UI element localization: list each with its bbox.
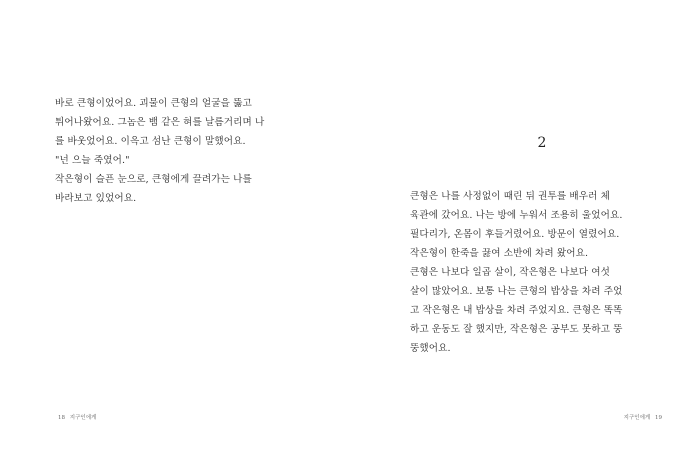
body-line: 작은형이 슬픈 눈으로, 큰형에게 끌려가는 나를 [55, 174, 252, 185]
left-page-body [55, 94, 290, 208]
body-line: 큰형은 나보다 일곱 살이, 작은형은 나보다 여섯 [410, 267, 611, 278]
body-line: 큰형은 나를 사정없이 때린 뒤 권투를 배우러 체 [410, 191, 611, 202]
body-line: 튀어나왔어요. 그놈은 뱀 같은 혀를 날름거리며 나 [55, 117, 265, 128]
body-line: 필다리가, 온몸이 후들거렸어요. 방문이 열렸어요. [410, 229, 620, 240]
page-number: 19 [655, 415, 662, 421]
body-line: 살이 많았어요. 보통 나는 큰형의 밥상을 차려 주었 [410, 286, 623, 297]
running-title: 지구인에게 [69, 415, 97, 421]
running-title: 지구인에게 [623, 415, 651, 421]
body-line: 고 작은형은 내 밥상을 차려 주었지요. 큰형은 똑똑 [410, 305, 623, 316]
body-line: 하고 운동도 잘 했지만, 작은형은 공부도 못하고 뚱 [410, 324, 623, 335]
body-line: 뚱했어요. [410, 343, 451, 354]
right-page [350, 0, 700, 461]
body-line: 바로 큰형이었어요. 괴물이 큰형의 얼굴을 뚫고 [55, 98, 252, 109]
body-line: 바라보고 있었어요. [55, 193, 137, 204]
body-line: 를 바웃었어요. 이윽고 섬난 큰형이 말했어요. [55, 136, 246, 147]
right-page-body [410, 187, 645, 358]
left-page-footer [58, 414, 96, 422]
right-page-footer [624, 414, 662, 422]
page-number: 18 [58, 415, 65, 421]
chapter-number: 2 [537, 135, 547, 151]
body-line: 육관에 갔어요. 나는 방에 누워서 조용히 울었어요. [410, 210, 623, 221]
body-line: 작은형이 한죽을 끓여 소반에 차려 왔어요. [410, 248, 589, 259]
body-line: "넌 으늘 죽였어." [55, 155, 130, 166]
